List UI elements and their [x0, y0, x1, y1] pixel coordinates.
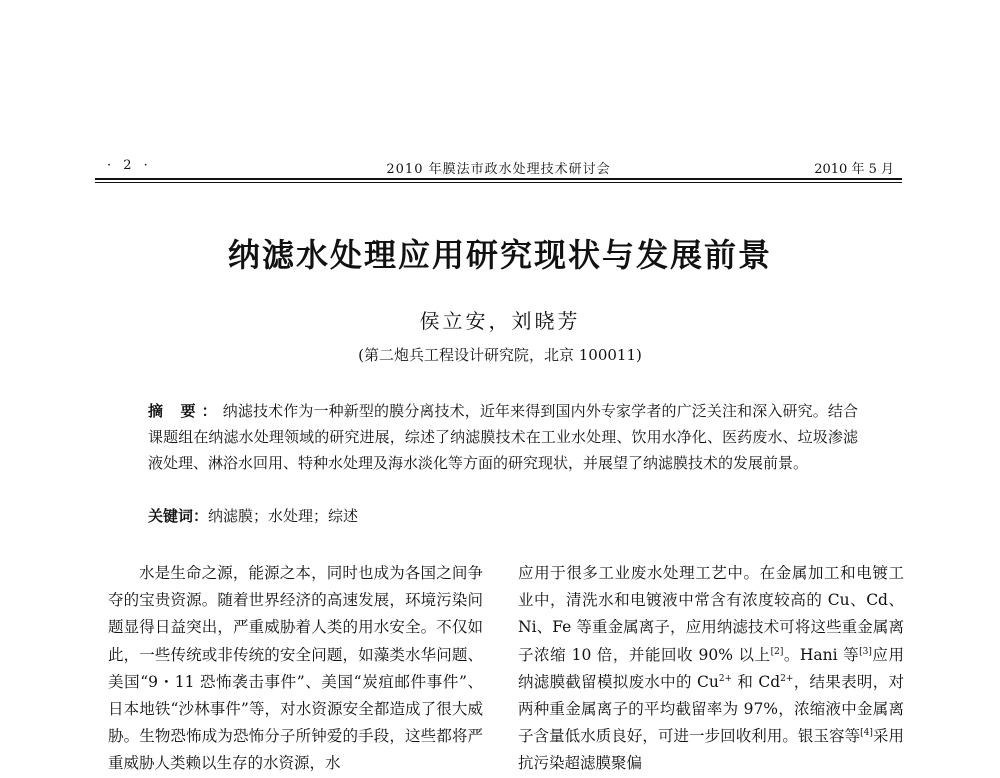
paper-title: 纳滤水处理应用研究现状与发展前景	[227, 236, 772, 274]
abstract-text: 纳滤技术作为一种新型的膜分离技术，近年来得到国内外专家学者的广泛关注和深入研究。结合课题组在纳滤水处理领域的研究进展，综述了纳滤膜技术在工业水处理、饮用水净化、医药废水、垃圾渗滤液处理、淋浴水回用、特种水处理及海水淡化等方面的研究现状，并展望了纳滤膜技术的发展前景。	[148, 402, 858, 472]
body-text: 采用抗污染超滤膜聚偏	[518, 727, 904, 773]
body-column-left	[108, 560, 483, 778]
paper-authors: 侯立安，刘晓芳	[419, 309, 581, 333]
body-text: 应用纳滤膜截留模拟废水中的 Cu	[518, 645, 904, 691]
ion-charge: 2+	[780, 673, 794, 684]
abstract-label: 摘 要：	[148, 402, 223, 420]
ion-charge: 2+	[718, 673, 733, 684]
body-column-right	[518, 560, 904, 778]
running-header	[95, 156, 902, 178]
header-rule	[95, 178, 902, 180]
author-affiliation: (第二炮兵工程设计研究院，北京 100011)	[358, 346, 642, 364]
citation-ref: [3]	[859, 646, 872, 657]
keywords	[148, 505, 858, 526]
body-text: 应用于很多工业废水处理工艺中。在金属加工和电镀工业中，清洗水和电镀液中常含有浓度较高的 Cu、Cd、Ni、Fe 等重金属离子，应用纳滤技术可将这些重金属离子浓缩 10 倍，并能回收 90% 以上	[518, 564, 904, 664]
conference-name: 2010 年膜法市政水处理技术研讨会	[386, 162, 611, 177]
page-number: · 2 ·	[107, 158, 152, 173]
citation-ref: [4]	[860, 728, 873, 739]
body-text: ，结果表明，对两种重金属离子的平均截留率为 97%，浓缩液中金属离子含量低水质良好，可进一步回收利用。银玉容等	[518, 672, 904, 746]
abstract	[148, 398, 858, 476]
header-rule-thin	[95, 182, 902, 183]
issue-date: 2010 年 5 月	[814, 162, 894, 177]
body-text: 和 Cd	[732, 672, 781, 691]
keywords-label: 关键词：	[148, 507, 209, 525]
citation-ref: [2]	[770, 646, 784, 657]
body-paragraph: 水是生命之源，能源之本，同时也成为各国之间争夺的宝贵资源。随着世界经济的高速发展，环境污染问题显得日益突出，严重威胁着人类的用水安全。不仅如此，一些传统或非传统的安全问题，如藻类水华问题、美国“9・11 恐怖袭击事件”、美国“炭疽邮件事件”、日本地铁“沙林事件”等，对水资源安全都造成了很大威胁。生物恐怖成为恐怖分子所钟爱的手段，这些都将严重威胁人类赖以生存的水资源，水	[108, 564, 483, 773]
body-paragraph	[518, 560, 904, 778]
keywords-text: 纳滤膜；水处理；综述	[208, 507, 359, 525]
body-text: 。Hani 等	[783, 645, 860, 664]
